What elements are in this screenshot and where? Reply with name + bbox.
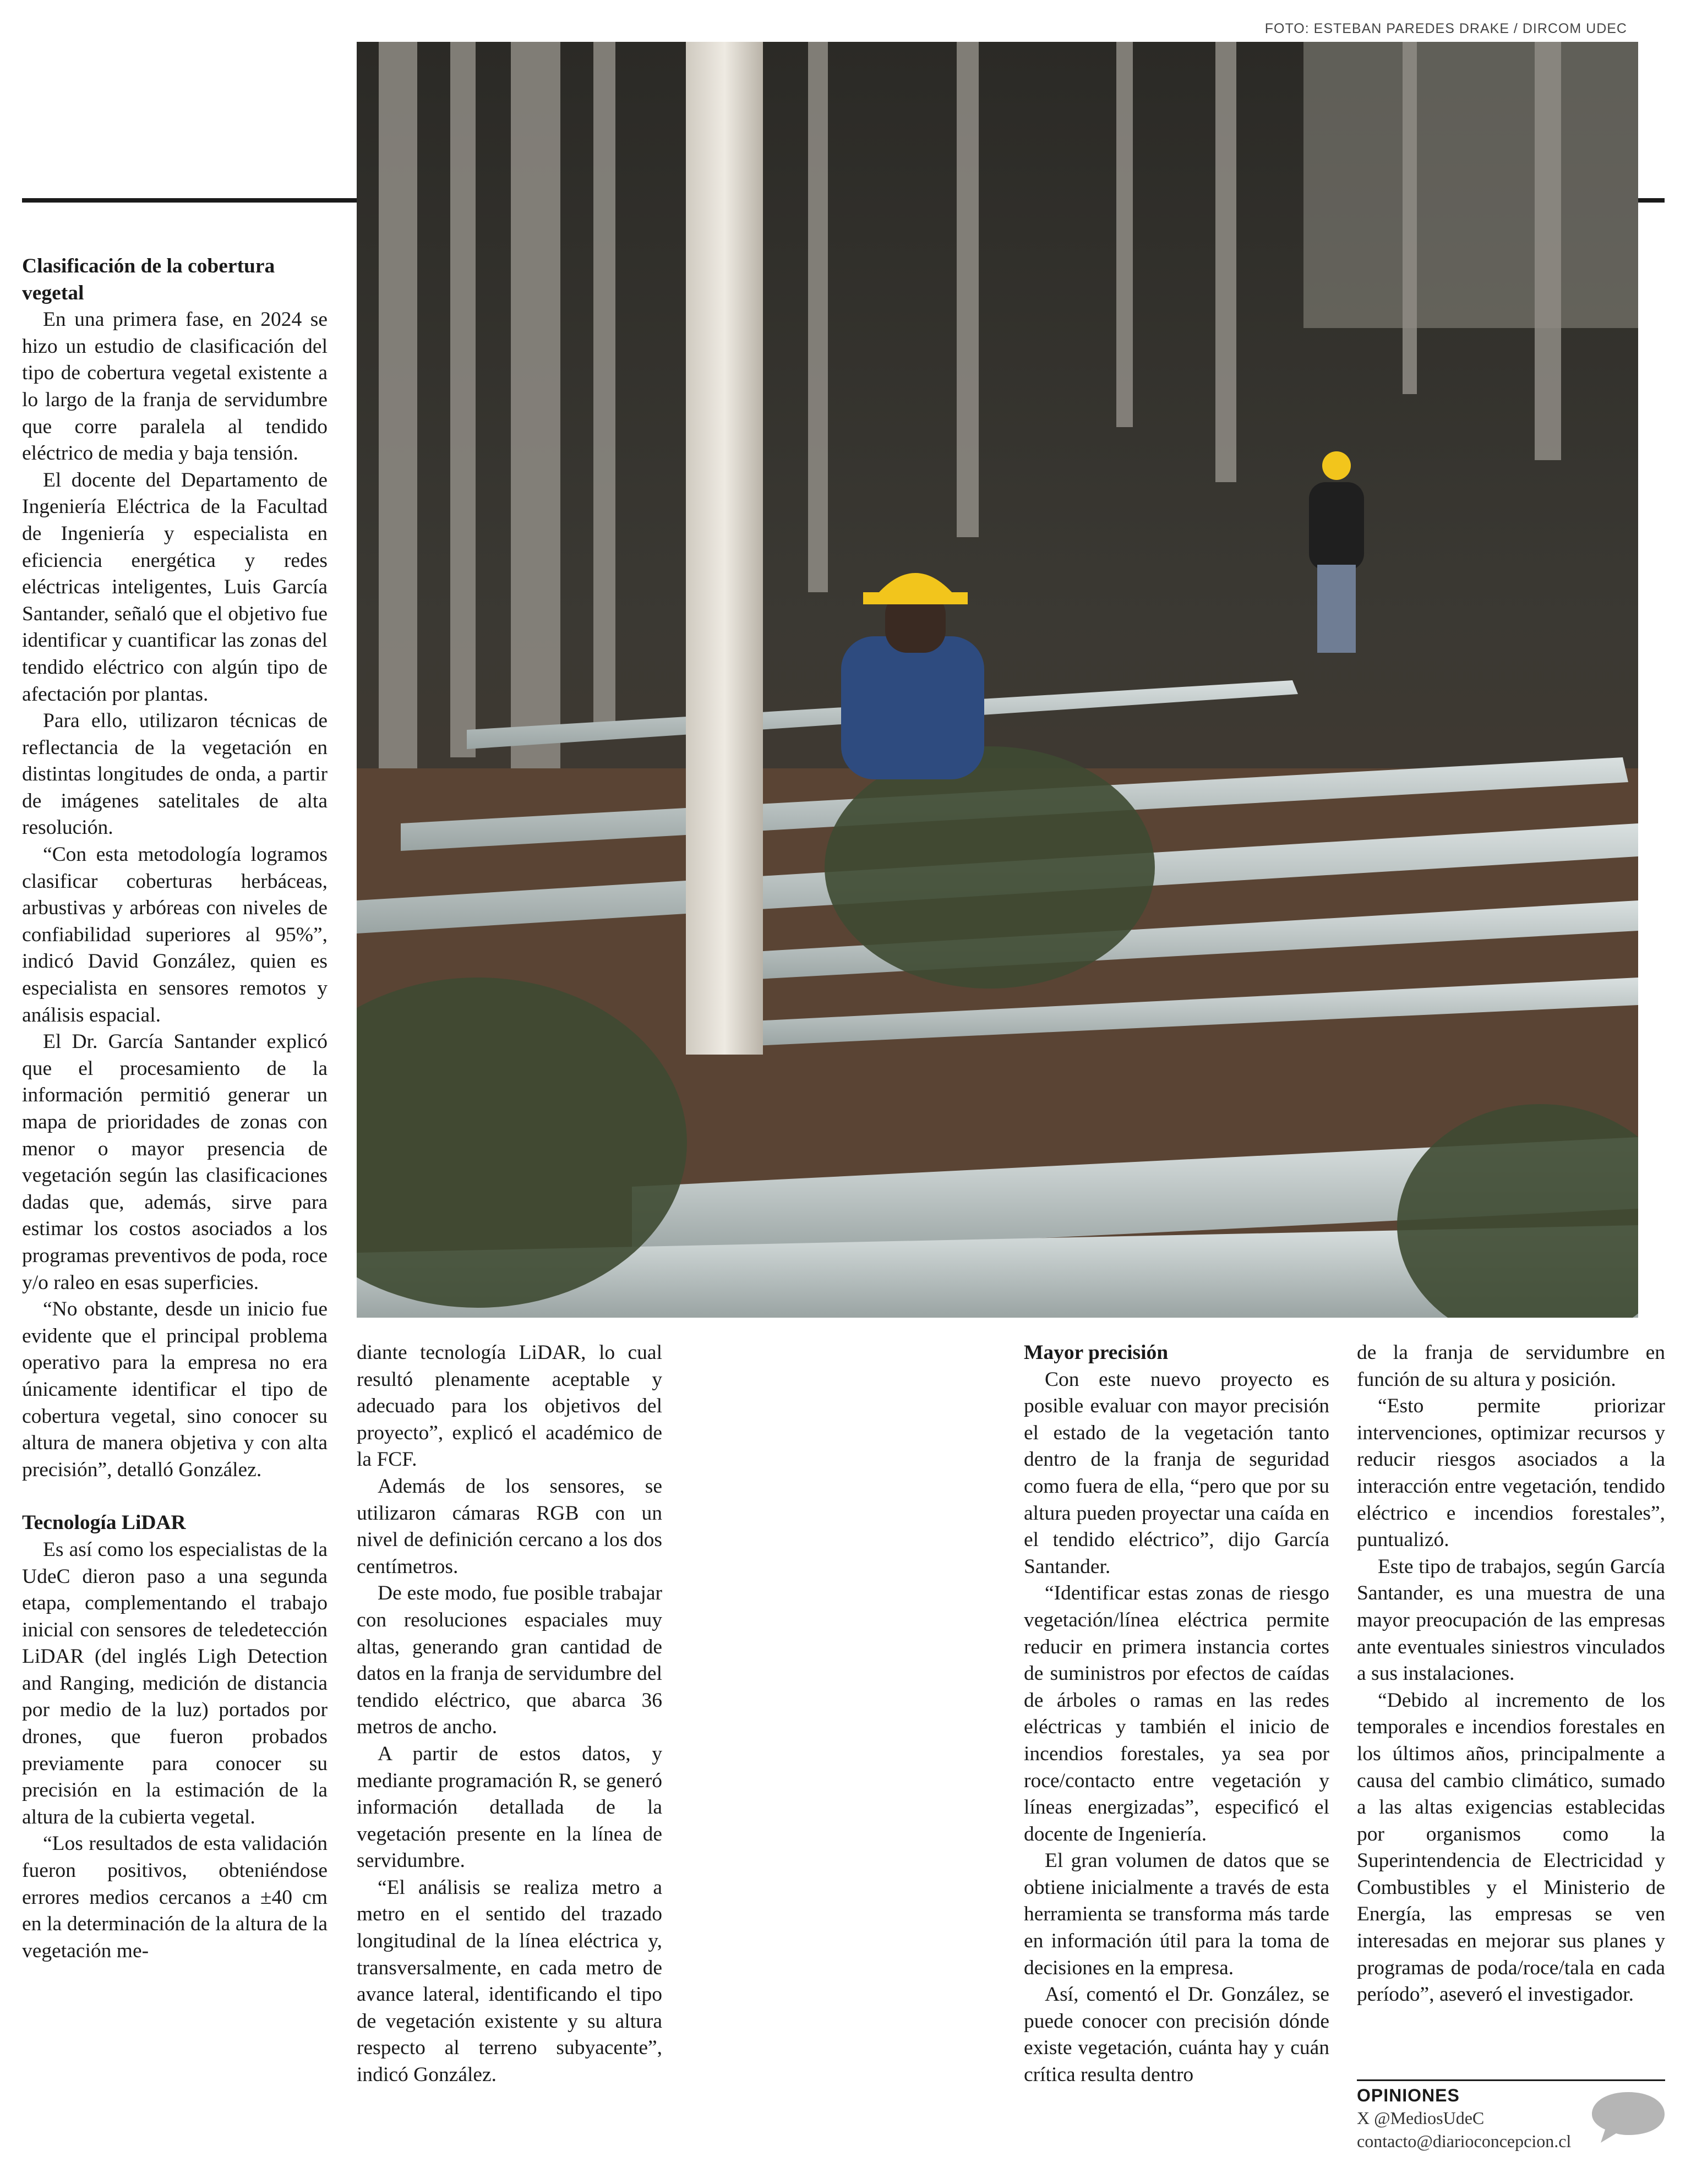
subheading-mayor-precision: Mayor precisión <box>1024 1341 1169 1364</box>
top-rule-left <box>22 198 358 203</box>
paragraph: El Dr. García Santander explicó que el procesamiento de la información permitió generar un mapa de prioridades de zonas con menor o mayor presencia de vegetación según las clasificaciones dadas que, además, sirve para estimar los costos asociados a los programas preventivos de poda, roce y/o raleo en esas superficies. <box>22 1030 328 1294</box>
paragraph: A partir de estos datos, y mediante programación R, se generó información detallada de la vegetación presente en la línea de servidumbre. <box>357 1742 662 1872</box>
forest-workers-illustration <box>357 42 1638 1318</box>
paragraph: “Con esta metodología logramos clasificar coberturas herbáceas, arbustivas y arbóreas con niveles de confiabilidad superiores al 95%”, indicó David González, quien es especialista en sensores remotos y análisis espacial. <box>22 843 328 1027</box>
twitter-handle[interactable]: X @MediosUdeC <box>1357 2108 1485 2128</box>
contact-email[interactable]: contacto@diarioconcepcion.cl <box>1357 2131 1572 2151</box>
paragraph: “Esto permite priorizar intervenciones, optimizar recursos y reducir riesgos asociados a la interacción entre vegetación, tendido eléctrico e incendios forestales”, puntualizó. <box>1357 1395 1665 1552</box>
article-column-3 <box>1024 1340 1329 2089</box>
paragraph: Así, comentó el Dr. González, se puede conocer con precisión dónde existe vegetación, cuánta hay y cuán crítica resulta dentro <box>1024 1983 1329 2087</box>
paragraph: Este tipo de trabajos, según García Santander, es una muestra de una mayor preocupación de las empresas ante eventuales siniestros vinculados a sus instalaciones. <box>1357 1555 1665 1685</box>
article-column-4 <box>1357 1340 1665 2008</box>
article-column-2 <box>357 1340 662 2089</box>
paragraph: “El análisis se realiza metro a metro en el sentido del trazado longitudinal de la línea eléctrica y, transversalmente, en cada metro de avance lateral, identificando el tipo de vegetación existente y su altura respecto al terreno subyacente”, indicó González. <box>357 1876 662 2087</box>
subheading-lidar: Tecnología LiDAR <box>22 1511 186 1535</box>
speech-bubble-icon <box>1589 2089 1668 2146</box>
photo-credit: FOTO: ESTEBAN PAREDES DRAKE / DIRCOM UDEC <box>1264 21 1627 36</box>
paragraph-continued: de la franja de servidumbre en función de su altura y posición. <box>1357 1341 1665 1391</box>
paragraph: Además de los sensores, se utilizaron cámaras RGB con un nivel de definición cercano a los dos centímetros. <box>357 1475 662 1578</box>
paragraph-continued: diante tecnología LiDAR, lo cual resultó plenamente aceptable y adecuado para los objetivos del proyecto”, explicó el académico de la FCF. <box>357 1341 662 1471</box>
paragraph: Para ello, utilizaron técnicas de reflectancia de la vegetación en distintas longitudes de onda, a partir de imágenes satelitales de alta resolución. <box>22 709 328 839</box>
paragraph: “Los resultados de esta validación fueron positivos, obteniéndose errores medios cercanos a ±40 cm en la determinación de la altura de la vegetación me- <box>22 1832 328 1962</box>
paragraph: Con este nuevo proyecto es posible evaluar con mayor precisión el estado de la vegetación tanto dentro de la franja de seguridad como fuera de ella, “pero que por su altura pueden proyectar una caída en el tendido eléctrico”, dijo García Santander. <box>1024 1368 1329 1578</box>
paragraph: “Identificar estas zonas de riesgo vegetación/línea eléctrica permite reducir en primera instancia cortes de suministros por efectos de caídas de árboles o ramas en las redes eléctricas y también el inicio de incendios forestales, ya sea por roce/contacto entre vegetación y líneas energizadas”, especificó el docente de Ingeniería. <box>1024 1582 1329 1846</box>
subheading-clasificacion: Clasificación de la cobertura vegetal <box>22 255 275 304</box>
paragraph: El gran volumen de datos que se obtiene inicialmente a través de esta herramienta se transforma más tarde en información útil para la toma de decisiones en la empresa. <box>1024 1849 1329 1979</box>
paragraph: “No obstante, desde un inicio fue evidente que el principal problema operativo para la empresa no era únicamente identificar el tipo de cobertura vegetal, sino conocer su altura de manera objetiva y con alta precisión”, detalló González. <box>22 1298 328 1481</box>
paragraph: “Debido al incremento de los temporales e incendios forestales en los últimos años, principalmente a causa del cambio climático, sumado a las altas exigencias establecidas por organismos como la Superintendencia de Electricidad y Combustibles y el Ministerio de Energía, las empresas se ven interesadas en mejorar sus planes y programas de poda/roce/tala en cada período”, aseveró el investigador. <box>1357 1689 1665 2006</box>
article-column-1 <box>22 253 328 1964</box>
paragraph: El docente del Departamento de Ingeniería Eléctrica de la Facultad de Ingeniería y especialista en eficiencia energética y redes eléctricas inteligentes, Luis García Santander, señaló que el objetivo fue identificar y cuantificar las zonas del tendido eléctrico con algún tipo de afectación por plantas. <box>22 468 328 706</box>
paragraph: De este modo, fue posible trabajar con resoluciones espaciales muy altas, generando gran cantidad de datos en la franja de servidumbre del tendido eléctrico, que abarca 36 metros de ancho. <box>357 1582 662 1739</box>
top-rule-right <box>1638 198 1665 203</box>
opinions-label: OPINIONES <box>1357 2085 1460 2105</box>
paragraph: En una primera fase, en 2024 se hizo un estudio de clasificación del tipo de cobertura vegetal existente a lo largo de la franja de servidumbre que corre paralela al tendido eléctrico de media y baja tensión. <box>22 308 328 465</box>
article-photo <box>357 42 1638 1318</box>
paragraph: Es así como los especialistas de la UdeC dieron paso a una segunda etapa, complementando el trabajo inicial con sensores de teledetección LiDAR (del inglés Ligh Detection and Ranging, medición de distancia por medio de la luz) portados por drones, que fueron probados previamente para conocer su precisión en la estimación de la altura de la cubierta vegetal. <box>22 1538 328 1828</box>
